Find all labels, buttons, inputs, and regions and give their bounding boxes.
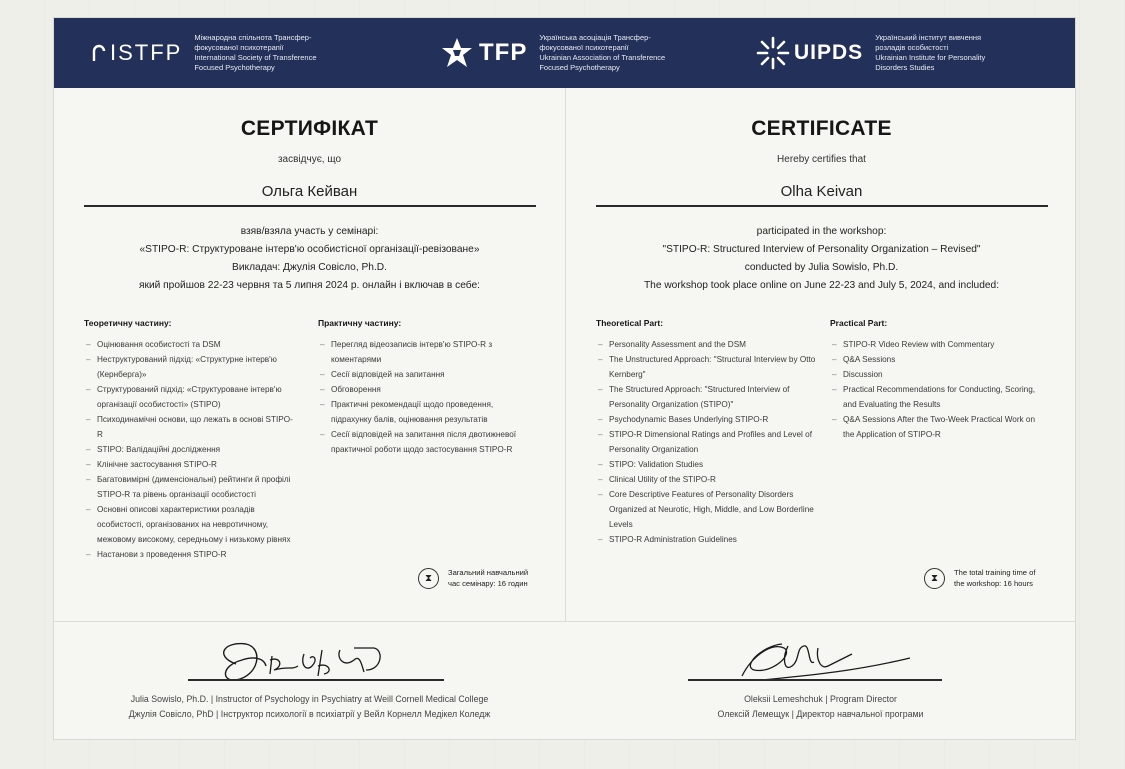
theory-heading: Theoretical Part: [596,318,664,328]
list-item: – Структурований підхід: «Структуроване інтерв'ю організації особистості» (STIPO) [84,382,296,412]
org-line: Ukrainian Association of Transference [539,53,666,62]
hourglass-icon: ⧗ [418,568,439,589]
practice-column [830,318,1042,442]
theory-heading: Теоретичну частину: [84,318,172,328]
hours-line: The total training time of [954,568,1036,577]
practice-heading: Practical Part: [830,318,888,328]
desc-line: conducted by Julia Sowislo, Ph.D. [744,262,899,273]
org-uipds [756,18,985,88]
header-banner [54,18,1075,88]
list-item: – Основні описові характеристики розладів особистості, організованих на невротичному, межовому високому, середньому і низькому рівнях [84,502,296,547]
signature-divider [54,621,1075,622]
desc-line: Викладач: Джулія Совісло, Ph.D. [232,262,387,273]
signature-line-left [188,679,444,681]
org-line: фокусованої психотерапії [194,43,284,52]
list-item: – Discussion [830,367,1042,382]
hours-line: час семінару: 16 годин [448,578,528,588]
uipds-logo-text: UIPDS [794,41,864,64]
name-underline [84,205,536,207]
list-item: – The Unstructured Approach: "Structural Interview by Otto Kernberg" [596,352,816,382]
list-item: – STIPO-R Administration Guidelines [596,532,816,547]
practice-list [318,337,530,457]
signature-caption-left [54,692,565,722]
org-line: розладів особистості [875,43,949,52]
list-item: – The Structured Approach: "Structured Interview of Personality Organization (STIPO)" [596,382,816,412]
certificate [53,17,1076,740]
desc-line: participated in the workshop: [756,226,887,237]
signature-line-right [688,679,942,681]
org-line: Міжнародна спільнота Трансфер- [194,33,312,42]
training-hours [418,568,528,589]
desc-line: взяв/взяла участь у семінарі: [240,226,379,237]
list-item: – Psychodynamic Bases Underlying STIPO-R [596,412,816,427]
list-item: – Сесії відповідей на запитання [318,367,530,382]
certificate-subtitle: Hereby certifies that [777,154,866,165]
signer-ua: Олексій Лемещук | Директор навчальної програми [717,709,924,719]
signer-ua: Джулія Совісло, PhD | Інструктор психології в психіатрії у Вейл Корнелл Медікел Коледж [128,709,491,719]
hourglass-icon: ⧗ [924,568,945,589]
list-item: – Багатовимірні (дименсіональні) рейтинги й профілі STIPO-R та рівень організації особистості [84,472,296,502]
list-item: – Core Descriptive Features of Personality Disorders Organized at Neurotic, High, Middle, and Low Borderline Levels [596,487,816,532]
tfp-logo-text: TFP [479,39,528,66]
hours-text [954,568,1035,589]
certificate-title: CERTIFICATE [751,117,892,140]
org-tfp [441,18,665,88]
desc-line: «STIPO-R: Структуроване інтерв'ю особистісної організації-ревізоване» [139,244,480,255]
workshop-description [566,223,1077,295]
uipds-burst-icon [756,36,790,70]
istfp-logo-text: ISTFP [110,40,183,65]
theory-list [84,337,296,562]
desc-line: The workshop took place online on June 22-23 and July 5, 2024, and included: [643,280,1000,291]
list-item: – Q&A Sessions After the Two-Week Practical Work on the Application of STIPO-R [830,412,1042,442]
recipient-name: Ольга Кейван [261,183,358,200]
org-line: Disorders Studies [875,63,935,72]
list-item: – STIPO-R Dimensional Ratings and Profiles and Level of Personality Organization [596,427,816,457]
list-item: – Оцінювання особистості та DSM [84,337,296,352]
org-line: Focused Psychotherapy [194,63,275,72]
list-item: – Психодинамічні основи, що лежать в основі STIPO-R [84,412,296,442]
list-item: – Практичні рекомендації щодо проведення, підрахунку балів, оцінювання результатів [318,397,530,427]
hours-text [448,568,528,589]
org-line: Український інститут вивчення [875,33,982,42]
list-item: – Clinical Utility of the STIPO-R [596,472,816,487]
org-line: International Society of Transference [194,53,317,62]
uipds-logo [756,36,863,70]
certificate-en [566,88,1077,621]
workshop-description [54,223,565,295]
list-item: – STIPO-R Video Review with Commentary [830,337,1042,352]
list-item: – Сесії відповідей на запитання після двотижневої практичної роботи щодо застосування STIPO-R [318,427,530,457]
theory-column [84,318,296,562]
org-line: Ukrainian Institute for Personality [875,53,986,62]
tfp-logo [441,37,527,69]
list-item: – Настанови з проведення STIPO-R [84,547,296,562]
training-hours [924,568,1035,589]
hours-line: the workshop: 16 hours [954,578,1033,588]
name-underline [596,205,1048,207]
list-item: – Неструктурований підхід: «Структурне інтерв'ю (Кернберга)» [84,352,296,382]
istfp-org-name [194,33,316,73]
org-line: фокусованої психотерапії [539,43,629,52]
uipds-org-name [875,33,985,73]
list-item: – Перегляд відеозаписів інтерв'ю STIPO-R з коментарями [318,337,530,367]
certificate-ua [54,88,565,621]
recipient-name: Olha Keivan [780,183,863,200]
desc-line: "STIPO-R: Structured Interview of Personality Organization – Revised" [662,244,981,255]
tfp-org-name [539,33,665,73]
practice-list [830,337,1042,442]
practice-column [318,318,530,457]
list-item: – STIPO: Валідаційні дослідження [84,442,296,457]
desc-line: який пройшов 22-23 червня та 5 липня 2024 р. онлайн і включав в себе: [138,280,480,291]
istfp-mark-icon [92,43,106,63]
list-item: – STIPO: Validation Studies [596,457,816,472]
org-istfp [92,18,317,88]
signature-caption-right [566,692,1075,722]
theory-list [596,337,816,547]
certificate-title: СЕРТИФІКАТ [240,117,379,140]
org-line: Focused Psychotherapy [539,63,620,72]
list-item: – Клінічне застосування STIPO-R [84,457,296,472]
tfp-star-icon [441,37,473,69]
istfp-logo [92,40,182,66]
certificate-subtitle: засвідчує, що [277,154,342,165]
org-line: Українська асоціація Трансфер- [539,33,651,42]
hours-line: Загальний навчальний [448,568,529,577]
theory-column [596,318,816,547]
signer-en: Oleksii Lemeshchuk | Program Director [744,694,897,704]
signer-en: Julia Sowislo, Ph.D. | Instructor of Psychology in Psychiatry at Weill Cornell Medical College [130,694,489,704]
practice-heading: Практичну частину: [318,318,402,328]
list-item: – Personality Assessment and the DSM [596,337,816,352]
list-item: – Practical Recommendations for Conducting, Scoring, and Evaluating the Results [830,382,1042,412]
list-item: – Q&A Sessions [830,352,1042,367]
list-item: – Обговорення [318,382,530,397]
